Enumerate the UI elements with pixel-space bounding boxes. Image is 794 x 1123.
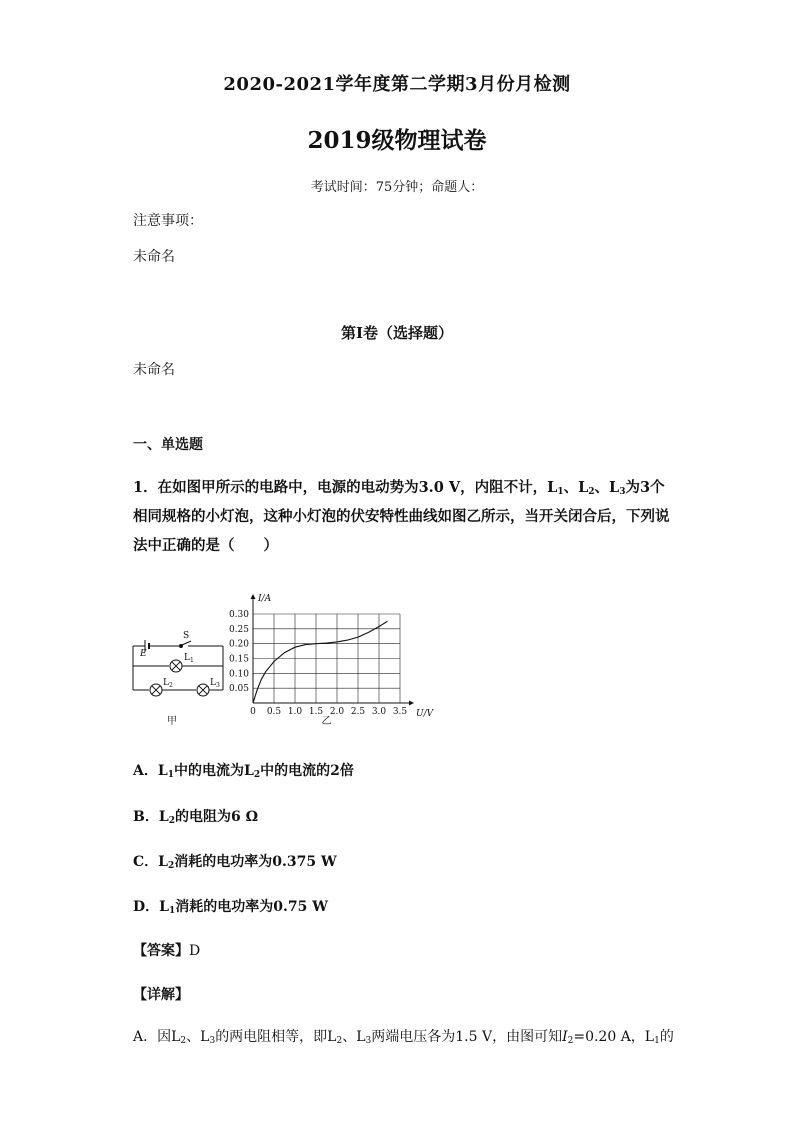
graph-caption: 乙 [321,716,332,727]
question-number: 1． [133,479,158,496]
x-tick-label: 2.0 [329,707,345,717]
label-e: E [140,649,147,659]
answer [133,940,200,962]
subscript: 1 [167,770,174,780]
label-l1: $L_1$ [184,653,194,664]
stem-text: 、L [594,479,620,496]
section-title: 第I卷（选择题） [340,324,454,342]
label-l3: $L_3$ [210,678,220,689]
option-text: 的电阻为6 Ω [174,809,259,825]
iv-curve [253,621,387,703]
option-text: D．L [133,899,169,915]
option-text: A．L [133,763,168,779]
detail-text [133,1026,693,1046]
subscript: 2 [567,1036,574,1046]
x-tick-label: 1.5 [308,707,324,717]
detail-fragment: A．因L [133,1029,181,1045]
option-text: B．L [133,809,169,825]
detail-fragment: =0.20 A，L [573,1029,655,1045]
y-axis-label: I/A [258,594,272,604]
y-tick-label: 0.25 [228,624,249,635]
answer-label: 【答案】 [133,943,189,959]
y-tick-label: 0.05 [228,684,249,695]
option-b[interactable] [133,806,258,826]
x-tick-label: 1.0 [287,707,303,717]
part-title: 一、单选题 [133,437,203,453]
stem-text: 、L [563,479,589,496]
option-text: 中的电流为L [173,763,254,779]
subscript: 1 [654,1036,660,1046]
option-text: C．L [133,854,168,870]
stem-text: 为3个相同规格的小灯泡，这种小灯泡的伏安特性曲线如图乙所示，当开关闭合后，下列说法中正确的是（ ） [133,479,670,554]
x-tick-label: 2.5 [350,707,366,717]
subscript: 2 [168,816,175,826]
subscript: 3 [619,487,626,497]
option-d[interactable] [133,896,328,916]
x-tick-label: 3.0 [371,707,387,717]
stem-text: 在如图甲所示的电路中，电源的电动势为3.0 V，内阻不计，L [157,479,558,496]
answer-value: D [189,943,201,959]
detail-fragment: I [562,1029,568,1045]
exam-info: 考试时间：75分钟；命题人： [310,180,484,195]
subscript: 2 [180,1036,187,1046]
subscript: 1 [168,906,176,916]
iv-graph [229,594,435,727]
detail-fragment: 、L [342,1029,366,1045]
y-tick-label: 0.10 [228,669,249,680]
detail-fragment: 、L [186,1029,210,1045]
question-figure [125,578,445,738]
x-axis-label: U/V [416,709,434,719]
detail-fragment: 的两电阻相等，即L [215,1029,337,1045]
y-tick-label: 0.15 [228,654,249,665]
detail-label: 【详解】 [133,987,189,1003]
exam-title: 2020-2021学年度第二学期3月份月检测 [223,74,571,95]
circuit-caption: 甲 [167,716,177,727]
notice-text: 未命名 [133,249,175,265]
subscript: 3 [209,1036,216,1046]
label-s: S [183,631,190,641]
x-tick-label: 3.5 [392,707,408,717]
detail-fragment: 两端电压各为1.5 V，由图可知 [371,1029,563,1045]
x-tick-label: 0.5 [266,707,282,717]
option-text: 中的电流的2倍 [260,763,354,779]
option-c[interactable] [133,851,337,871]
y-tick-label: 0.20 [228,639,249,650]
detail-fragment: 的 [659,1029,674,1045]
y-axis-arrow [251,594,256,599]
subscript: 1 [557,487,564,497]
label-l2: $L_2$ [163,678,173,689]
x-axis-arrow [409,701,414,706]
paper-title: 2019级物理试卷 [307,127,487,154]
subscript: 2 [336,1036,343,1046]
section-text: 未命名 [133,362,175,378]
subscript: 3 [365,1036,372,1046]
notice-label: 注意事项： [133,213,203,229]
question-1-stem [133,473,673,560]
option-text: 消耗的电功率为0.375 W [174,854,337,870]
y-tick-label: 0.30 [228,610,249,620]
subscript: 2 [588,487,595,497]
option-text: 消耗的电功率为0.75 W [175,899,328,915]
option-a[interactable] [133,760,354,780]
subscript: 2 [253,770,261,780]
subscript: 2 [168,861,175,871]
x-tick-label: 0 [250,707,256,717]
